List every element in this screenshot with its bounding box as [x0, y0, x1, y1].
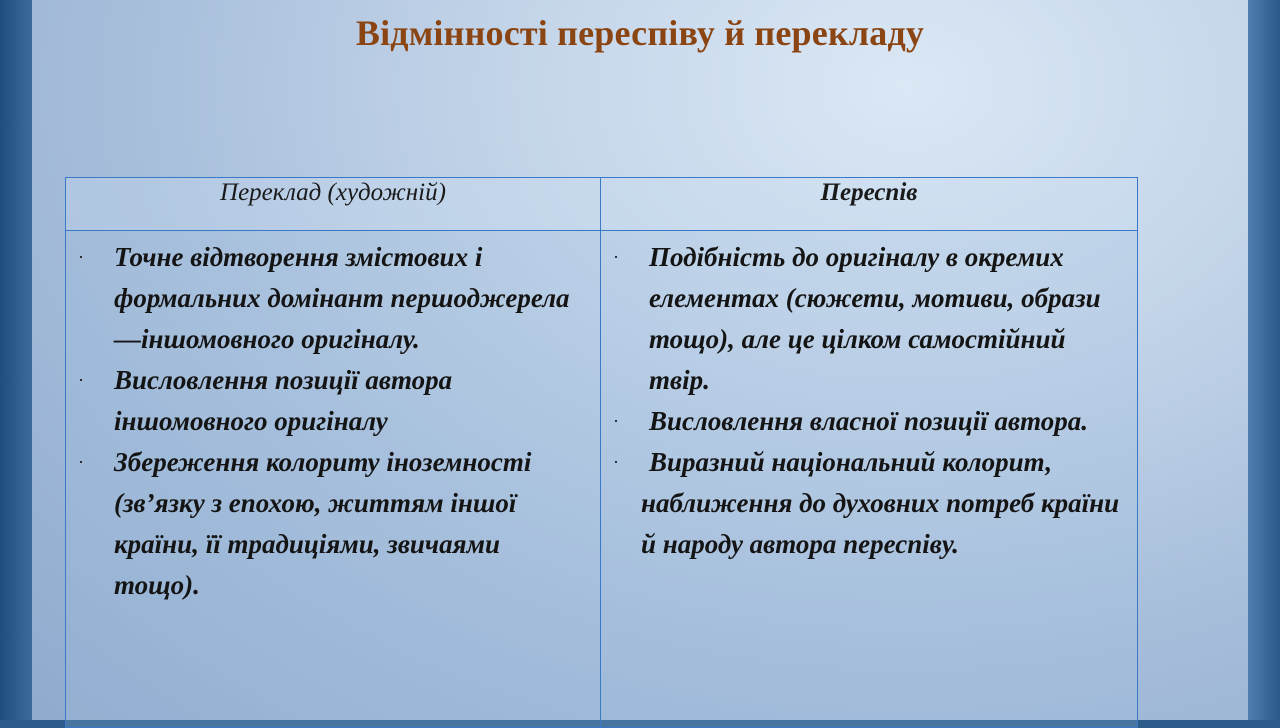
adaptation-list — [611, 237, 1127, 483]
adaptation-item-1: Подібність до оригіналу в окремих елементах (сюжети, мотиви, образи тощо), але це цілком самостійний твір. — [649, 242, 1101, 395]
table-header-row — [66, 178, 1138, 231]
table-row — [66, 231, 1138, 728]
adaptation-continuation: наближення до духовних потреб країни й народу автора переспіву. — [641, 488, 1120, 559]
bullet-icon: · — [78, 370, 84, 390]
list-item — [76, 237, 590, 360]
header-adaptation: Переспів — [601, 178, 1138, 231]
adaptation-cell — [601, 231, 1138, 728]
translation-list — [76, 237, 590, 606]
list-item — [611, 237, 1127, 401]
list-item — [611, 442, 1127, 483]
slide-title: Відмінності переспіву й перекладу — [355, 13, 925, 53]
bullet-icon: · — [613, 452, 619, 472]
comparison-table — [65, 177, 1138, 728]
translation-item-3: Збереження колориту іноземності (зв’язку з епохою, життям іншої країни, її традиціями, звичаями тощо). — [114, 447, 532, 600]
translation-item-1: Точне відтворення змістових і формальних домінант першоджерела —іншомовного оригіналу. — [114, 242, 570, 354]
adaptation-item-3: Виразний національний колорит, — [649, 447, 1053, 477]
bullet-icon: · — [613, 411, 619, 431]
bullet-icon: · — [78, 247, 84, 267]
list-item — [76, 442, 590, 606]
bullet-icon: · — [613, 247, 619, 267]
bullet-icon: · — [78, 452, 84, 472]
right-edge-band — [1248, 0, 1280, 720]
list-item — [611, 401, 1127, 442]
left-edge-band — [0, 0, 32, 720]
adaptation-item-2: Висловлення власної позиції автора. — [649, 406, 1088, 436]
list-item — [76, 360, 590, 442]
translation-item-2: Висловлення позиції автора іншомовного оригіналу — [114, 365, 453, 436]
header-translation: Переклад (художній) — [66, 178, 601, 231]
translation-cell — [66, 231, 601, 728]
